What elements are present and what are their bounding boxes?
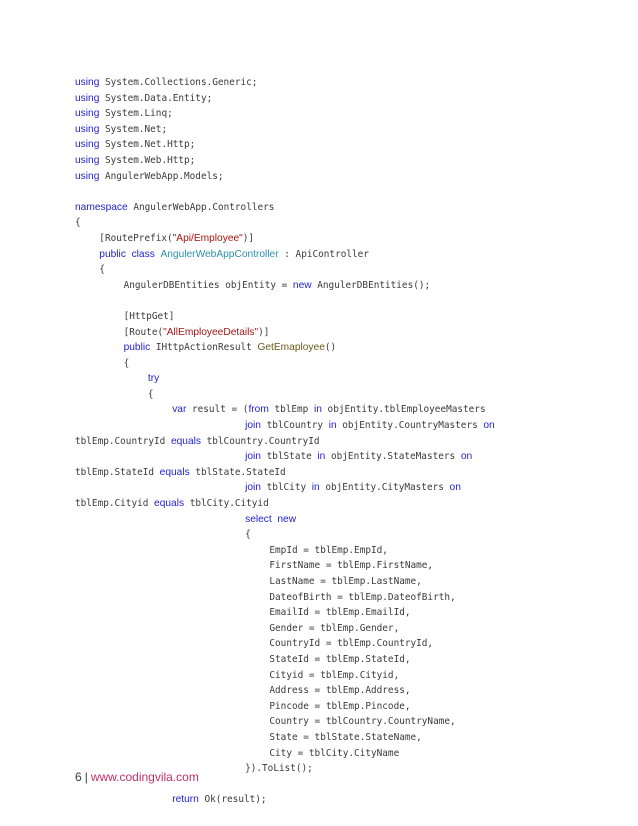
- code-line: [75, 262, 615, 278]
- code-keyword: equals: [159, 466, 190, 478]
- code-text: System.Net.Http;: [99, 139, 196, 151]
- code-line: [75, 746, 615, 762]
- code-keyword: public: [99, 248, 126, 260]
- code-text: (): [324, 342, 337, 354]
- code-text: AngulerWebApp.Controllers: [127, 201, 275, 213]
- code-keyword: new: [292, 279, 312, 291]
- code-keyword: public: [123, 342, 151, 354]
- code-line: [75, 137, 615, 153]
- code-text: tblState: [260, 451, 318, 463]
- code-keyword: on: [460, 451, 473, 463]
- code-text: Address = tblEmp.Address,: [269, 685, 411, 697]
- code-text: Cityid = tblEmp.Cityid,: [269, 669, 400, 681]
- code-line: [75, 699, 615, 715]
- code-text: {: [75, 217, 81, 229]
- code-text: tblCity: [260, 482, 312, 494]
- code-line: [75, 636, 615, 652]
- code-keyword: var: [172, 404, 187, 416]
- code-text: CountryId = tblEmp.CountryId,: [269, 638, 434, 650]
- code-text: )]: [258, 326, 270, 338]
- code-line: [75, 792, 615, 808]
- code-text: tblEmp.Cityid: [75, 498, 155, 510]
- code-text: : ApiController: [278, 248, 369, 260]
- code-line: [75, 683, 615, 699]
- code-line: [75, 449, 615, 465]
- code-text: FirstName = tblEmp.FirstName,: [269, 560, 434, 572]
- code-text: State = tblState.StateName,: [269, 731, 422, 743]
- code-text: objEntity.CityMasters: [319, 482, 450, 494]
- page-number: 6: [75, 770, 82, 784]
- code-text: [HttpGet]: [123, 310, 175, 322]
- code-text: City = tblCity.CityName: [269, 747, 400, 759]
- code-line: [75, 621, 615, 637]
- website-link[interactable]: www.codingvila.com: [90, 770, 199, 784]
- page-footer: [75, 770, 199, 784]
- code-text: result = (: [186, 404, 249, 416]
- code-text: {: [147, 388, 154, 400]
- code-text: tblCountry.CountryId: [200, 435, 320, 447]
- code-text: objEntity.StateMasters: [325, 451, 461, 463]
- code-line: [75, 278, 615, 294]
- code-text: System.Linq;: [99, 108, 173, 120]
- code-text: tblEmp.CountryId: [75, 435, 171, 447]
- code-keyword: class: [131, 248, 155, 260]
- code-line: [75, 668, 615, 684]
- code-line: [75, 543, 615, 559]
- code-line: [75, 371, 615, 387]
- code-line: [75, 106, 615, 122]
- code-line: [75, 714, 615, 730]
- code-keyword: join: [245, 420, 261, 432]
- code-text: }).ToList();: [245, 763, 313, 775]
- code-keyword: namespace: [75, 201, 128, 213]
- code-text: tblCity.Cityid: [184, 498, 269, 510]
- code-string: "AllEmployeeDetails": [163, 326, 259, 338]
- code-string: "Api/Employee": [172, 232, 243, 244]
- code-text: LastName = tblEmp.LastName,: [269, 576, 422, 587]
- code-keyword: on: [449, 482, 461, 494]
- code-text: tblState.StateId: [189, 466, 286, 478]
- code-keyword: equals: [154, 498, 185, 510]
- code-keyword: in: [328, 420, 337, 432]
- footer-separator: |: [84, 770, 88, 784]
- code-text: Ok(result);: [198, 794, 267, 806]
- code-text: {: [99, 264, 105, 276]
- code-text: [Route(: [123, 326, 164, 338]
- code-line: [75, 247, 615, 263]
- code-keyword: in: [317, 451, 326, 463]
- code-keyword: in: [311, 482, 320, 494]
- code-text: {: [245, 529, 251, 541]
- code-keyword: return: [172, 794, 199, 806]
- code-keyword: in: [313, 404, 322, 416]
- code-keyword: using: [75, 123, 100, 135]
- code-keyword: equals: [170, 435, 201, 447]
- code-line: [75, 652, 615, 668]
- code-keyword: new: [277, 513, 297, 525]
- code-keyword: from: [248, 404, 269, 416]
- code-text: StateId = tblEmp.StateId,: [269, 653, 411, 665]
- code-text: System.Data.Entity;: [99, 92, 213, 104]
- code-text: tblEmp: [268, 404, 314, 416]
- code-keyword: join: [245, 482, 261, 494]
- code-text: DateofBirth = tblEmp.DateofBirth,: [269, 591, 456, 603]
- code-text: AngulerWebApp.Models;: [99, 170, 224, 182]
- code-line: [75, 387, 615, 403]
- code-listing: [75, 75, 615, 808]
- code-blank-line: [75, 184, 615, 200]
- code-line: [75, 75, 615, 91]
- code-text: System.Collections.Generic;: [99, 77, 258, 88]
- code-line: [75, 200, 615, 216]
- code-text: objEntity.tblEmployeeMasters: [321, 404, 486, 416]
- code-text: {: [123, 357, 130, 369]
- code-line: [75, 527, 615, 543]
- code-text: [RoutePrefix(: [99, 232, 173, 244]
- code-text: System.Net;: [99, 123, 168, 135]
- code-line: [75, 153, 615, 169]
- code-line: [75, 169, 615, 185]
- code-text: Country = tblCountry.CountryName,: [269, 716, 456, 728]
- code-line: [75, 418, 615, 434]
- code-line: [75, 730, 615, 746]
- code-text: AngulerDBEntities objEntity =: [123, 279, 293, 291]
- code-line: [75, 122, 615, 138]
- code-text: IHttpActionResult: [150, 342, 258, 354]
- code-keyword: using: [75, 92, 100, 104]
- code-keyword: using: [75, 154, 100, 166]
- code-keyword: using: [75, 108, 100, 120]
- code-line: [75, 496, 615, 512]
- code-text: Gender = tblEmp.Gender,: [269, 622, 400, 634]
- code-text: objEntity.CountryMasters: [336, 420, 484, 432]
- code-text: tblEmp.StateId: [75, 466, 160, 478]
- code-line: [75, 215, 615, 231]
- code-blank-line: [75, 293, 615, 309]
- code-line: [75, 480, 615, 496]
- code-line: [75, 91, 615, 107]
- code-text: System.Web.Http;: [99, 154, 196, 166]
- code-line: [75, 558, 615, 574]
- code-line: [75, 340, 615, 356]
- code-keyword: join: [245, 451, 261, 463]
- code-line: [75, 325, 615, 341]
- code-text: tblCountry: [260, 420, 329, 432]
- code-keyword: on: [483, 420, 495, 432]
- code-keyword: using: [75, 77, 100, 88]
- code-line: [75, 605, 615, 621]
- code-line: [75, 512, 615, 528]
- code-line: [75, 356, 615, 372]
- code-keyword: select: [245, 513, 272, 525]
- code-keyword: using: [75, 170, 100, 182]
- code-text: EmailId = tblEmp.EmailId,: [269, 607, 411, 619]
- code-line: [75, 402, 615, 418]
- code-text: EmpId = tblEmp.EmpId,: [269, 544, 388, 556]
- code-text: AngulerDBEntities();: [311, 279, 431, 291]
- code-line: [75, 309, 615, 325]
- code-text: Pincode = tblEmp.Pincode,: [269, 700, 411, 712]
- code-line: [75, 590, 615, 606]
- code-method-name: GetEmaployee: [257, 342, 325, 354]
- code-line: [75, 574, 615, 590]
- code-type-name: AngulerWebAppController: [160, 248, 279, 260]
- code-line: [75, 434, 615, 450]
- code-line: [75, 231, 615, 247]
- code-keyword: try: [147, 373, 160, 385]
- code-line: [75, 465, 615, 481]
- code-keyword: using: [75, 139, 100, 151]
- code-text: )]: [242, 232, 255, 244]
